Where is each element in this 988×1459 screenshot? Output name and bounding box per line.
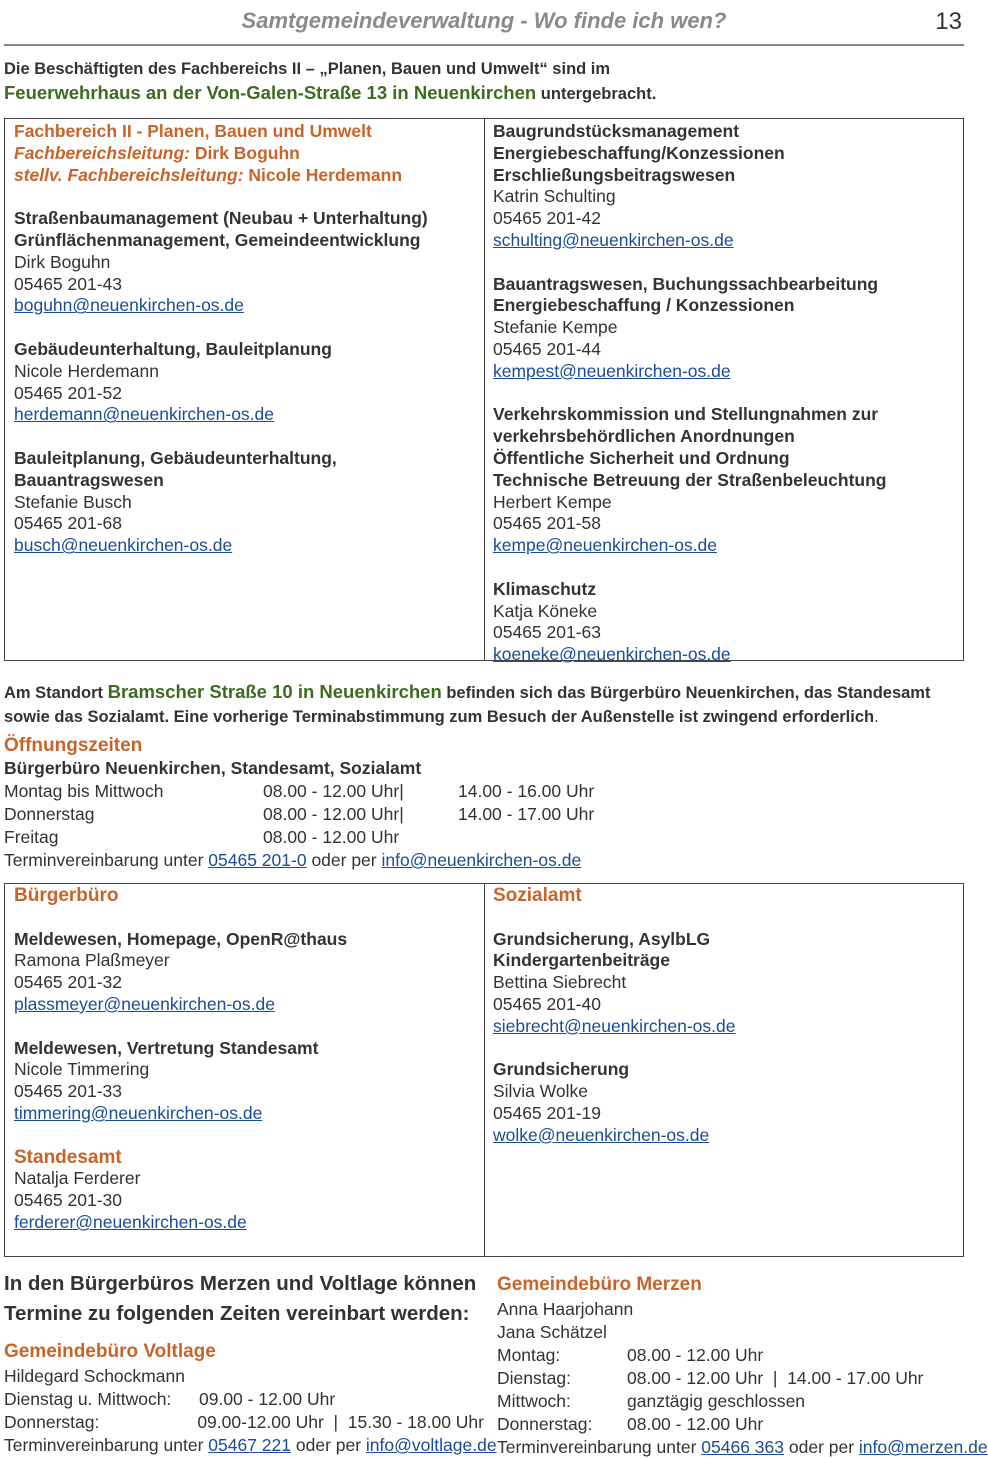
contact-phone: 05465 201-32: [14, 972, 123, 993]
buergerbuero-title: Bürgerbüro: [14, 885, 119, 906]
contact-name: Katja Köneke: [493, 600, 598, 621]
contact-area: Bauleitplanung, Gebäudeunterhaltung, Bauantragswesen: [14, 447, 337, 490]
contact-name: Silvia Wolke: [493, 1081, 588, 1102]
fb2-left-column: [5, 119, 484, 660]
contact-area: Grundsicherung, AsylbLG: [493, 928, 711, 949]
standesamt-title: Standesamt: [14, 1146, 122, 1168]
contact-email-link[interactable]: kempest@neuenkirchen-os.de: [493, 360, 731, 381]
contact-area: Klimaschutz: [493, 578, 597, 599]
hours-day: Mittwoch:: [497, 1391, 571, 1411]
contact-phone: 05465 201-63: [493, 622, 602, 643]
fb2-box: [4, 118, 964, 665]
contact-email-link[interactable]: herdemann@neuenkirchen-os.de: [14, 404, 275, 425]
contact-email-link[interactable]: kempe@neuenkirchen-os.de: [493, 535, 718, 556]
contact-area: Gebäudeunterhaltung, Bauleitplanung: [14, 338, 332, 359]
page-number: 13: [935, 8, 962, 35]
intro-fb2-line2: [4, 81, 964, 106]
appointment-mid: oder per: [784, 1437, 859, 1457]
contact-area: Verkehrskommission und Stellungnahmen zur: [493, 404, 879, 425]
contact-area: Meldewesen, Vertretung Standesamt: [14, 1037, 319, 1058]
voltlage-title: Gemeindebüro Voltlage: [4, 1341, 216, 1362]
contact-area: Technische Betreuung der Straßenbeleuchtung: [493, 469, 887, 490]
contact-email-link[interactable]: ferderer@neuenkirchen-os.de: [14, 1211, 247, 1232]
intro-bramscher-suffix: befinden sich das Bürgerbüro Neuenkirchen, das Standesamt: [441, 684, 931, 702]
fb2-deputy: [14, 165, 484, 187]
contact-email-link[interactable]: boguhn@neuenkirchen-os.de: [14, 295, 244, 316]
hours-row: [4, 826, 964, 849]
contact-area: Erschließungsbeitragswesen: [493, 164, 736, 185]
contact-area: Baugrundstücksmanagement: [493, 121, 740, 141]
appointment-line: [4, 849, 964, 872]
intro-bramscher-address: Bramscher Straße 10 in Neuenkirchen: [107, 681, 442, 702]
contact-phone: 05465 201-52: [14, 382, 123, 403]
buergerbuero-column: [5, 884, 484, 1256]
hours-time: ganztägig geschlossen: [627, 1391, 806, 1411]
appointment-email-link[interactable]: info@neuenkirchen-os.de: [381, 850, 582, 870]
intro-bramscher-line1: [4, 680, 964, 705]
page-header-title: Samtgemeindeverwaltung - Wo finde ich wen?: [241, 8, 727, 33]
appointment-mid: oder per: [306, 850, 382, 870]
hours-day: Montag bis Mittwoch: [4, 781, 164, 801]
hours-morning: 08.00 - 12.00 Uhr: [263, 827, 400, 847]
hours-time: 09.00 - 12.00 Uhr: [199, 1389, 336, 1409]
hours-time: 08.00 - 12.00 Uhr | 14.00 - 17.00 Uhr: [627, 1368, 924, 1388]
voltlage-section: [4, 1269, 497, 1457]
hours-row: [4, 803, 964, 826]
intro-fb2: [4, 57, 964, 106]
intro-fb2-suffix: untergebracht.: [536, 85, 657, 103]
opening-hours-title: Öffnungszeiten: [4, 735, 143, 756]
hours-time: 08.00 - 12.00 Uhr: [627, 1414, 764, 1434]
fb2-deputy-name: Nicole Herdemann: [243, 164, 403, 185]
header-divider: [4, 44, 964, 46]
contact-area: verkehrsbehördlichen Anordnungen: [493, 426, 795, 447]
contact-area: Meldewesen, Homepage, OpenR@thaus: [14, 928, 348, 949]
contact-phone: 05465 201-33: [14, 1081, 123, 1102]
contact-name: Jana Schätzel: [497, 1322, 607, 1342]
hours-day: Donnerstag:: [497, 1414, 593, 1434]
buergerbuero-sozialamt-box: [4, 883, 964, 1257]
contact-name: Dirk Boguhn: [14, 251, 111, 272]
appointment-phone-link[interactable]: 05465 201-0: [208, 850, 307, 870]
appointment-line: [4, 1434, 497, 1457]
hours-day: Donnerstag:: [4, 1412, 100, 1432]
merzen-section: [497, 1272, 988, 1459]
contact-area: Öffentliche Sicherheit und Ordnung: [493, 447, 790, 468]
contact-name: Bettina Siebrecht: [493, 972, 627, 993]
opening-hours-subtitle: Bürgerbüro Neuenkirchen, Standesamt, Sozialamt: [4, 758, 422, 778]
contact-area: Grünflächenmanagement, Gemeindeentwicklung: [14, 229, 421, 250]
hours-morning: 08.00 - 12.00 Uhr|: [263, 804, 404, 824]
fb2-lead-label: Fachbereichsleitung:: [14, 142, 191, 163]
hours-day: Donnerstag: [4, 804, 95, 824]
sozialamt-title: Sozialamt: [493, 885, 582, 906]
hours-time: 09.00-12.00 Uhr | 15.30 - 18.00 Uhr: [197, 1412, 484, 1432]
fb2-right-column: [484, 119, 964, 665]
contact-phone: 05465 201-42: [493, 208, 602, 229]
appointment-phone-link[interactable]: 05467 221: [208, 1435, 292, 1455]
sozialamt-column: [484, 884, 964, 1256]
hours-morning: 08.00 - 12.00 Uhr|: [263, 781, 404, 801]
hours-time: 08.00 - 12.00 Uhr: [627, 1345, 764, 1365]
appointment-phone-link[interactable]: 05466 363: [701, 1437, 785, 1457]
footer-heading-line1: In den Bürgerbüros Merzen und Voltlage können: [4, 1272, 477, 1295]
contact-name: Stefanie Busch: [14, 491, 132, 512]
merzen-title: Gemeindebüro Merzen: [497, 1274, 702, 1295]
contact-email-link[interactable]: schulting@neuenkirchen-os.de: [493, 229, 734, 250]
contact-name: Nicole Herdemann: [14, 360, 159, 381]
contact-phone: 05465 201-30: [14, 1190, 123, 1211]
contact-phone: 05465 201-40: [493, 993, 602, 1014]
contact-phone: 05465 201-19: [493, 1102, 602, 1123]
intro-fb2-address: Feuerwehrhaus an der Von-Galen-Straße 13 in Neuenkirchen: [4, 82, 537, 103]
hours-row: [4, 1388, 484, 1411]
hours-afternoon: 14.00 - 17.00 Uhr: [458, 804, 595, 824]
contact-email-link[interactable]: koeneke@neuenkirchen-os.de: [493, 644, 731, 665]
contact-email-link[interactable]: busch@neuenkirchen-os.de: [14, 535, 233, 556]
contact-name: Katrin Schulting: [493, 186, 616, 207]
appointment-email-link[interactable]: info@merzen.de: [858, 1437, 988, 1457]
contact-phone: 05465 201-44: [493, 338, 602, 359]
intro-bramscher-period: .: [874, 708, 879, 726]
hours-row: [4, 1411, 484, 1434]
hours-row: [497, 1413, 965, 1436]
appointment-email-link[interactable]: info@voltlage.de: [365, 1435, 497, 1455]
hours-day: Montag:: [497, 1345, 561, 1365]
intro-bramscher-line2-text: sowie das Sozialamt. Eine vorherige Terminabstimmung zum Besuch der Außenstelle ist zwingend erforderlich: [4, 708, 875, 726]
contact-email-link[interactable]: wolke@neuenkirchen-os.de: [493, 1124, 710, 1145]
contact-area: Bauantragswesen, Buchungssachbearbeitung: [493, 273, 879, 294]
intro-fb2-line1: Die Beschäftigten des Fachbereichs II – „Planen, Bauen und Umwelt“ sind im: [4, 60, 611, 78]
contact-email-link[interactable]: timmering@neuenkirchen-os.de: [14, 1102, 263, 1123]
contact-email-link[interactable]: siebrecht@neuenkirchen-os.de: [493, 1015, 736, 1036]
appointment-mid: oder per: [291, 1435, 366, 1455]
appointment-prefix: Terminvereinbarung unter: [4, 1435, 209, 1455]
contact-email-link[interactable]: plassmeyer@neuenkirchen-os.de: [14, 993, 275, 1014]
fb2-title: Fachbereich II - Planen, Bauen und Umwelt: [14, 121, 372, 141]
appointment-prefix: Terminvereinbarung unter: [4, 850, 209, 870]
opening-hours: [4, 734, 964, 872]
contact-name: Natalja Ferderer: [14, 1168, 141, 1189]
appointment-line: [497, 1436, 988, 1459]
fb2-lead: [14, 143, 484, 165]
contact-area: Energiebeschaffung/Konzessionen: [493, 142, 785, 163]
contact-name: Nicole Timmering: [14, 1059, 150, 1080]
hours-afternoon: 14.00 - 16.00 Uhr: [458, 781, 595, 801]
hours-day: Freitag: [4, 827, 59, 847]
contact-phone: 05465 201-43: [14, 273, 123, 294]
footer-heading-line2: Termine zu folgenden Zeiten vereinbart werden:: [4, 1302, 470, 1325]
intro-bramscher-line2: [4, 705, 964, 729]
contact-name: Anna Haarjohann: [497, 1299, 634, 1319]
contact-area: Kindergartenbeiträge: [493, 950, 670, 971]
hours-day: Dienstag u. Mittwoch:: [4, 1389, 172, 1409]
contact-name: Ramona Plaßmeyer: [14, 950, 170, 971]
fb2-lead-name: Dirk Boguhn: [190, 142, 300, 163]
contact-phone: 05465 201-68: [14, 513, 123, 534]
contact-name: Hildegard Schockmann: [4, 1366, 185, 1386]
hours-row: [4, 780, 964, 803]
hours-row: [497, 1390, 965, 1413]
contact-area: Grundsicherung: [493, 1059, 630, 1080]
hours-row: [497, 1367, 965, 1390]
appointment-prefix: Terminvereinbarung unter: [497, 1437, 702, 1457]
contact-name: Herbert Kempe: [493, 491, 612, 512]
intro-bramscher: [4, 680, 964, 729]
hours-row: [497, 1344, 965, 1367]
contact-area: Straßenbaumanagement (Neubau + Unterhaltung): [14, 208, 428, 229]
intro-bramscher-prefix: Am Standort: [4, 684, 108, 702]
contact-name: Stefanie Kempe: [493, 317, 618, 338]
contact-phone: 05465 201-58: [493, 513, 602, 534]
fb2-deputy-label: stellv. Fachbereichsleitung:: [14, 164, 244, 185]
hours-day: Dienstag:: [497, 1368, 571, 1388]
contact-area: Energiebeschaffung / Konzessionen: [493, 295, 795, 316]
